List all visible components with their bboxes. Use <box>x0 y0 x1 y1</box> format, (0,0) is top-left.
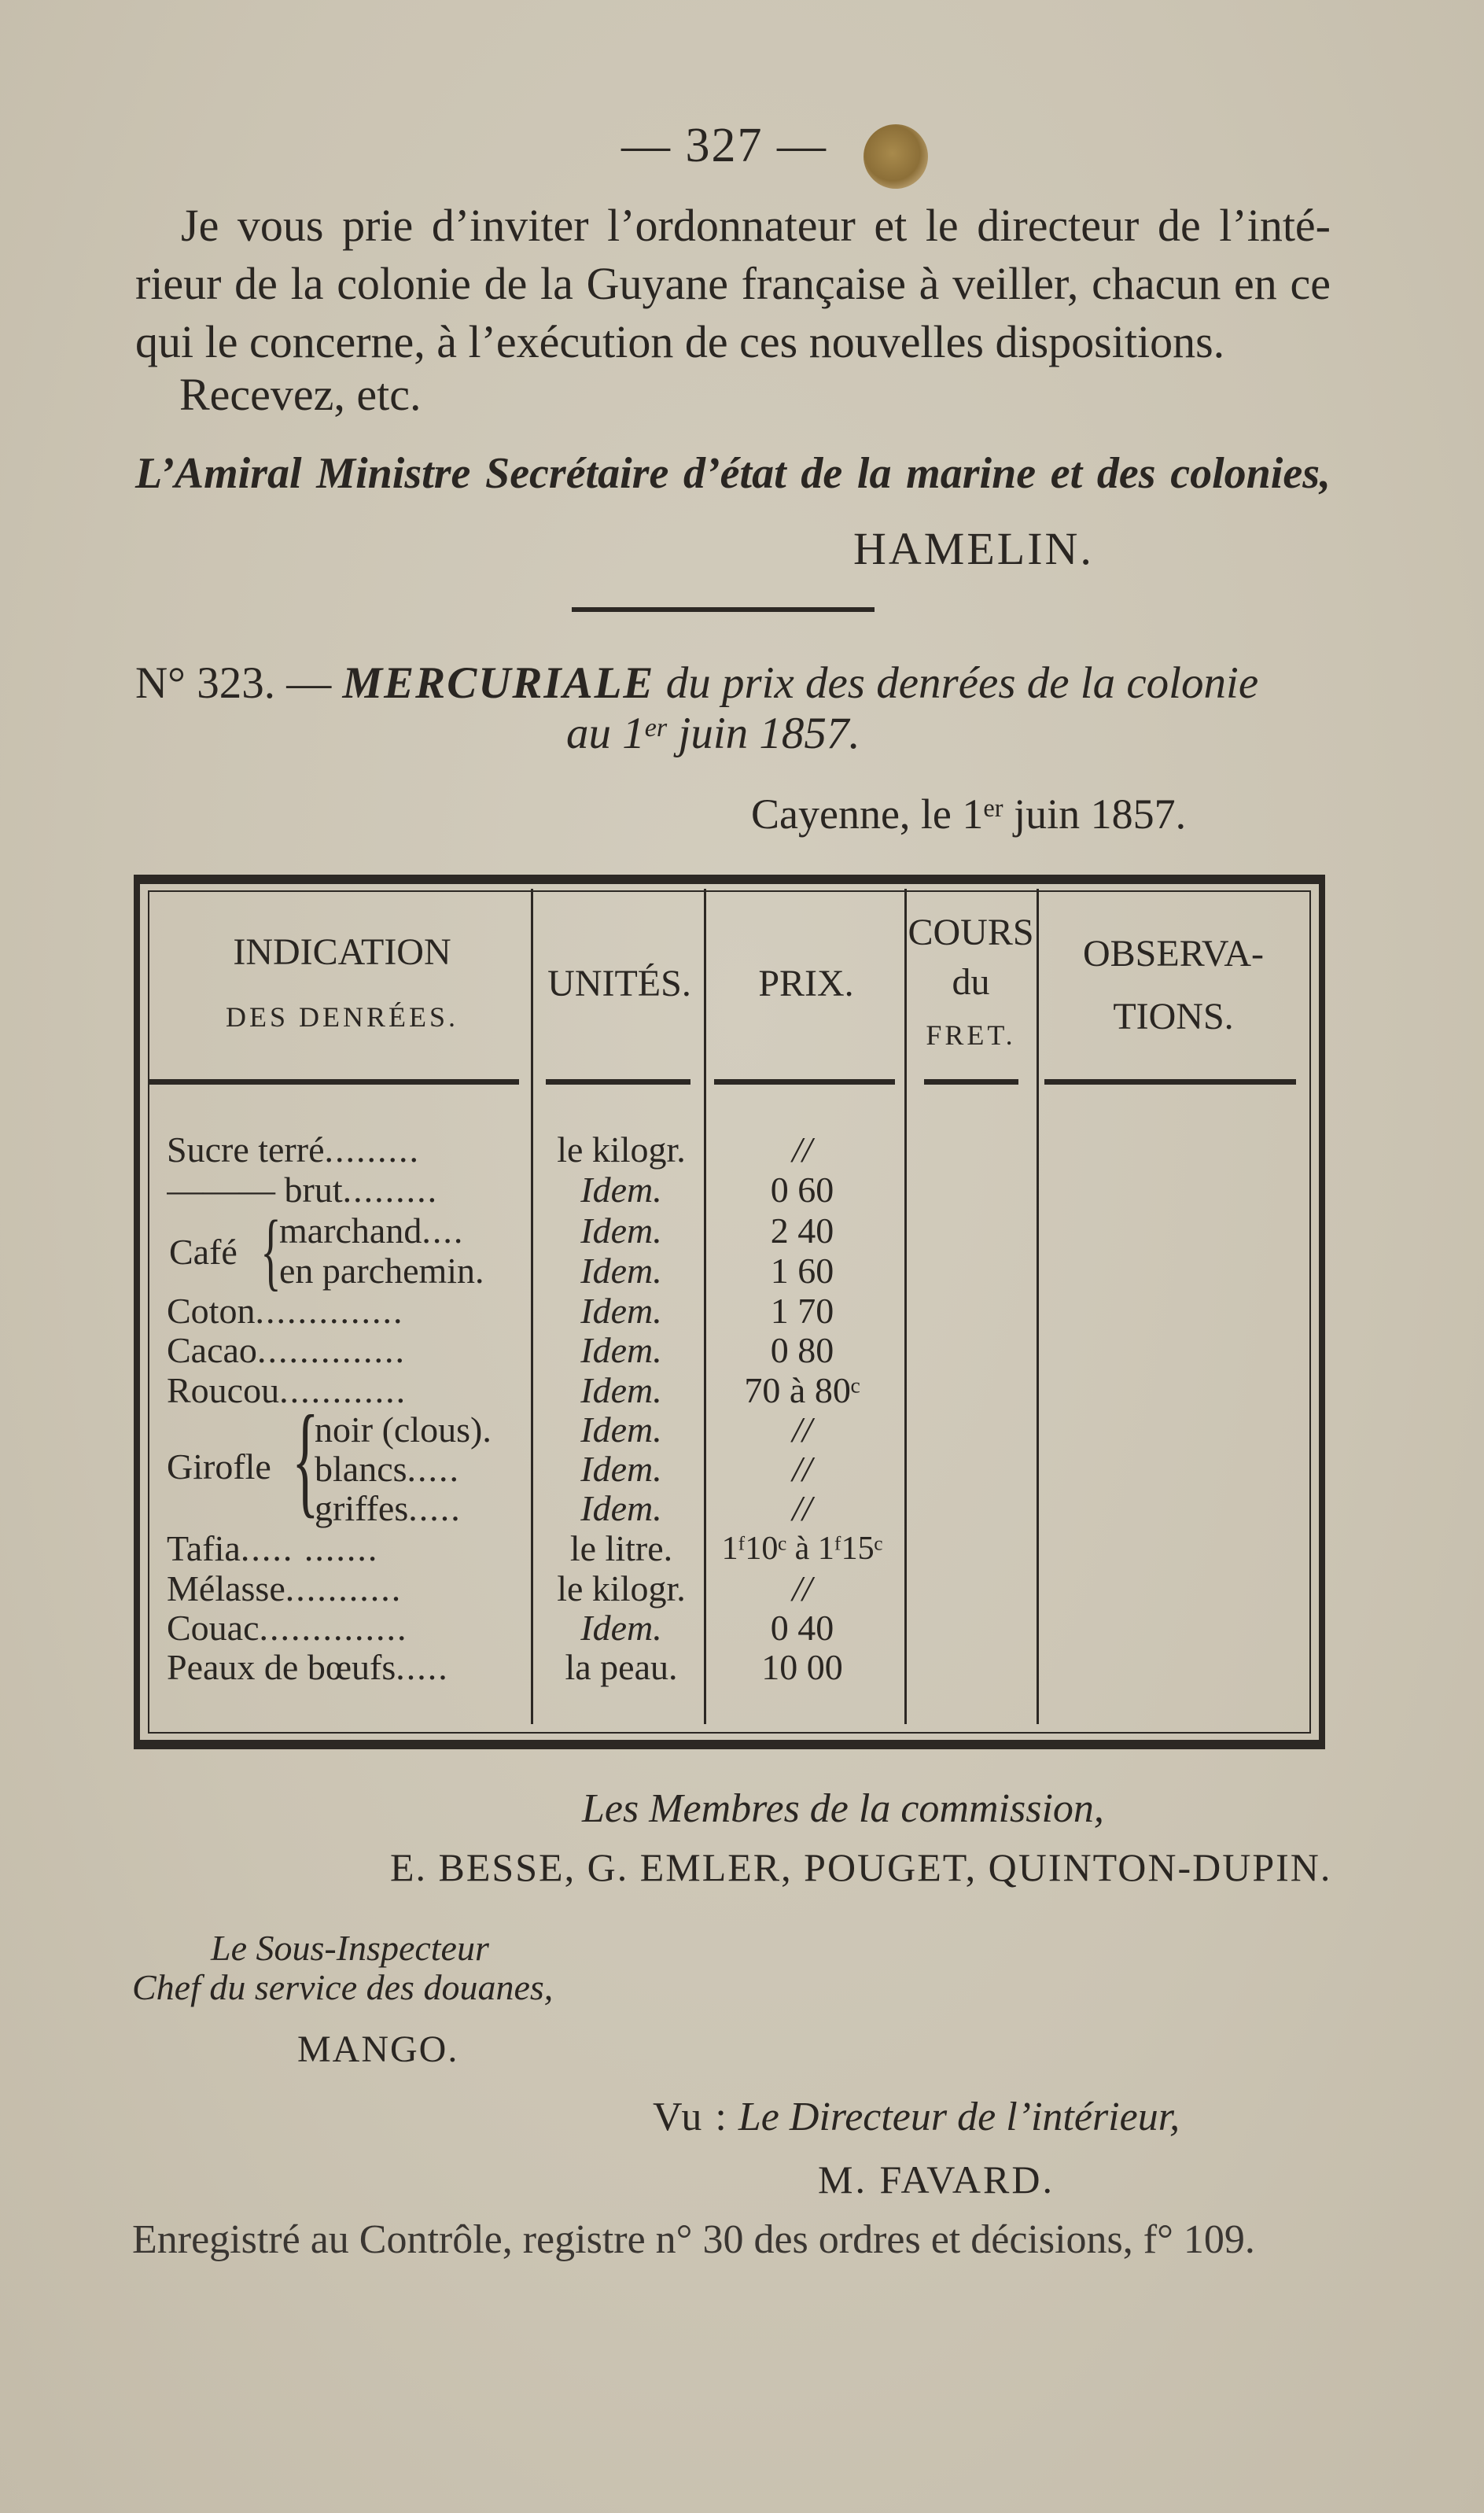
row-dots: ......... <box>324 1130 420 1170</box>
row-unit: Idem. <box>580 1210 662 1251</box>
header-rule <box>714 1079 895 1085</box>
row-unit: Idem. <box>580 1251 662 1291</box>
row-unit: Idem. <box>580 1608 662 1648</box>
title-dash: — <box>286 658 332 708</box>
header-unites: UNITÉS. <box>547 963 691 1004</box>
row-unit: Idem. <box>580 1170 662 1210</box>
row-price: 0 80 <box>770 1330 834 1370</box>
row-unit: Idem. <box>580 1488 662 1528</box>
header-rule <box>924 1079 1018 1085</box>
minister-title: L’Amiral Ministre Secrétaire d’état de la marine et des colonies, <box>135 449 1331 498</box>
header-rule <box>1044 1079 1296 1085</box>
row-name: Couac <box>167 1608 260 1648</box>
row-unit: la peau. <box>565 1647 678 1687</box>
document-number: N° 323. <box>135 658 275 708</box>
row-unit: Idem. <box>580 1409 662 1450</box>
row-name: Tafia <box>167 1529 241 1568</box>
row-price: // <box>792 1488 812 1528</box>
row-price: // <box>792 1409 812 1450</box>
row-name: Roucou <box>167 1371 280 1410</box>
row-price: 0 40 <box>770 1608 834 1648</box>
row-name: Sucre terré <box>167 1130 325 1170</box>
header-fret: FRET. <box>926 1019 1016 1051</box>
table-row <box>167 1608 517 1648</box>
table-row <box>167 1371 517 1410</box>
place-date-rest: juin 1857. <box>1014 790 1187 838</box>
vu-word: Vu : <box>653 2095 728 2139</box>
row-dots: ........... <box>285 1569 403 1608</box>
row-price: // <box>792 1568 812 1608</box>
row-dots: .... <box>422 1210 465 1251</box>
commission-label: Les Membres de la commission, <box>582 1786 1104 1831</box>
paragraph-line: rieur de la colonie de la Guyane française à veiller, chacun en ce <box>135 258 1331 309</box>
table-row <box>167 1331 517 1370</box>
header-observations: OBSERVA- <box>1083 933 1264 975</box>
row-name: ——— brut <box>167 1170 343 1210</box>
header-rule <box>546 1079 690 1085</box>
table-row <box>167 1130 517 1170</box>
header-rule <box>149 1079 519 1085</box>
row-name: Cacao <box>167 1331 257 1370</box>
place-date-prefix: Cayenne, le 1 <box>751 790 984 838</box>
table-row <box>167 1648 517 1687</box>
title-heading-word: MERCURIALE <box>342 658 655 708</box>
table-row <box>315 1410 528 1450</box>
header-denrees: DES DENRÉES. <box>225 1001 458 1033</box>
table-row <box>279 1251 531 1291</box>
row-dots: ............ <box>279 1371 407 1410</box>
row-price: 2 40 <box>770 1210 834 1251</box>
row-unit: Idem. <box>580 1330 662 1370</box>
row-price: 1 70 <box>770 1291 834 1331</box>
row-name: Coton <box>167 1292 256 1331</box>
header-cours-du: du <box>952 961 990 1003</box>
row-price: 1 60 <box>770 1251 834 1291</box>
header-prix: PRIX. <box>758 963 854 1004</box>
row-name: marchand <box>279 1210 422 1251</box>
vu-line <box>653 2094 1180 2140</box>
group-label-cafe: Café <box>169 1232 238 1272</box>
minister-name: HAMELIN. <box>853 523 1094 574</box>
vu-label: Le Directeur de l’intérieur, <box>738 2095 1180 2139</box>
row-dots: .............. <box>255 1292 404 1331</box>
table-row <box>167 1569 517 1608</box>
closing-formula: Recevez, etc. <box>179 369 422 420</box>
paragraph-line: qui le concerne, à l’exécution de ces nouvelles dispositions. <box>135 316 1225 367</box>
place-date <box>751 790 1186 838</box>
registration-note: Enregistré au Contrôle, registre n° 30 des ordres et décisions, f° 109. <box>132 2217 1255 2262</box>
table-row <box>315 1450 528 1489</box>
row-dots: ..... <box>407 1449 461 1489</box>
row-unit: Idem. <box>580 1291 662 1331</box>
title-heading-rest: du prix des denrées de la colonie <box>665 658 1259 708</box>
header-indication: INDICATION <box>233 931 451 973</box>
header-cours: COURS <box>908 912 1034 953</box>
row-name: noir (clous). <box>315 1409 492 1450</box>
row-unit: Idem. <box>580 1370 662 1410</box>
letter-paragraph <box>135 197 1331 371</box>
row-price: 1ᶠ10ᶜ à 1ᶠ15ᶜ <box>721 1531 883 1567</box>
row-price: 0 60 <box>770 1170 834 1210</box>
column-divider <box>1037 889 1039 1724</box>
table-row <box>279 1211 523 1251</box>
document-title-line2 <box>566 708 860 759</box>
section-separator <box>572 607 875 612</box>
row-unit: le kilogr. <box>557 1129 686 1170</box>
sous-inspecteur-role: Chef du service des douanes, <box>132 1967 554 2007</box>
table-row <box>167 1292 517 1331</box>
sous-inspecteur-title: Le Sous-Inspecteur <box>211 1928 489 1968</box>
page-number: — 327 — <box>621 119 827 172</box>
place-date-sup: er <box>983 794 1003 824</box>
row-dots: ..... <box>396 1648 449 1687</box>
row-unit: Idem. <box>580 1449 662 1489</box>
header-observations-2: TIONS. <box>1113 996 1234 1037</box>
row-dots: ..... ....... <box>240 1529 379 1568</box>
row-dots: .............. <box>256 1331 406 1370</box>
brace-icon: { <box>292 1389 319 1529</box>
row-price: 10 00 <box>761 1647 843 1687</box>
column-divider <box>531 889 533 1724</box>
row-price: // <box>792 1129 812 1170</box>
row-name: griffes <box>315 1488 409 1528</box>
group-label-girofle: Girofle <box>167 1446 271 1487</box>
row-unit: le kilogr. <box>557 1568 686 1608</box>
document-title <box>135 658 1339 709</box>
title-date-prefix: au 1 <box>566 709 645 758</box>
title-date-rest: juin 1857. <box>678 709 860 758</box>
sous-inspecteur-name: MANGO. <box>297 2028 459 2070</box>
row-name: blancs <box>315 1449 407 1489</box>
row-dots: ......... <box>342 1170 439 1210</box>
row-name: Peaux de bœufs <box>167 1648 396 1687</box>
row-unit: le litre. <box>569 1528 673 1568</box>
title-date-sup: er <box>644 713 668 742</box>
table-row <box>315 1489 528 1528</box>
row-price: 70 à 80ᶜ <box>744 1370 860 1410</box>
row-name: en parchemin. <box>279 1251 484 1291</box>
commission-names: E. BESSE, G. EMLER, POUGET, QUINTON-DUPIN. <box>390 1845 1332 1889</box>
director-name: M. FAVARD. <box>818 2157 1055 2202</box>
row-dots: .............. <box>259 1608 408 1648</box>
row-dots: ..... <box>408 1488 462 1528</box>
paragraph-line: Je vous prie d’inviter l’ordonnateur et le directeur de l’inté- <box>181 200 1331 251</box>
table-row <box>167 1170 517 1210</box>
row-name: Mélasse <box>167 1569 285 1608</box>
row-price: // <box>792 1449 812 1489</box>
ink-stain <box>864 124 928 189</box>
table-row <box>167 1529 517 1568</box>
brace-icon: { <box>260 1203 282 1299</box>
